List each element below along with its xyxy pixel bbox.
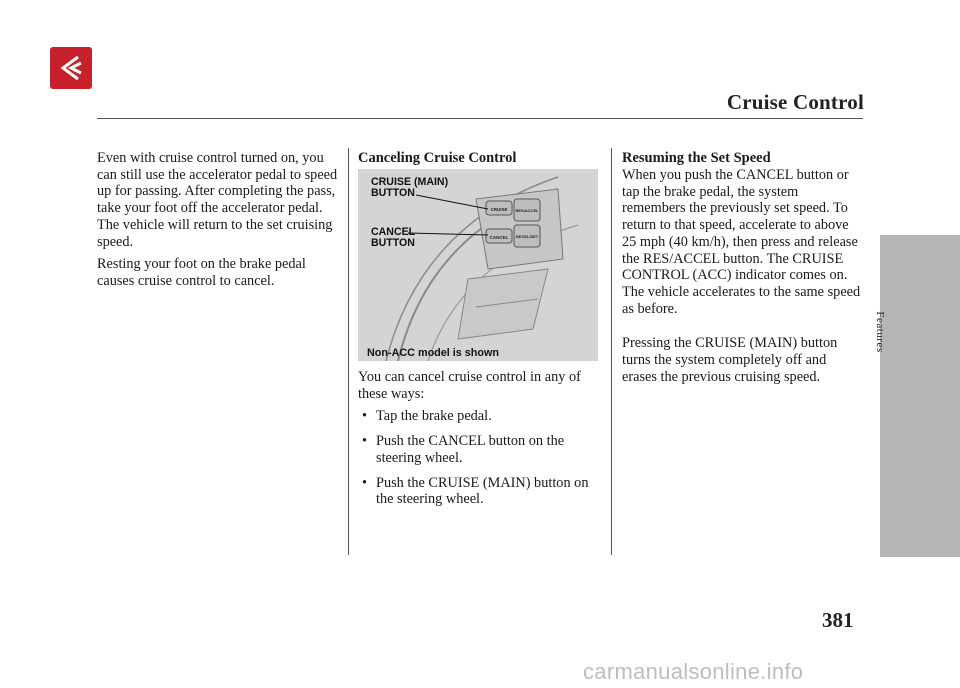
cancel-methods-list (358, 408, 603, 508)
paragraph: Even with cruise control turned on, you can still use the accelerator pedal to speed up for passing. After completing the pass, take your foot off the accelerator pedal. The vehicle will return to the set cruising speed. (97, 150, 338, 250)
list-item: • Tap the brake pedal. (358, 408, 603, 425)
back-button[interactable] (50, 47, 92, 89)
cruise-button-text: CRUISE (490, 207, 508, 212)
paragraph: You can cancel cruise control in any of these ways: (358, 369, 581, 402)
header-rule (97, 118, 863, 119)
section-heading: Canceling Cruise Control (358, 150, 517, 166)
section-tab-label: Features (874, 311, 886, 353)
column-divider-1 (348, 148, 349, 555)
cruise-button-label: CRUISE (MAIN) BUTTON (371, 176, 449, 199)
back-arrow-icon (50, 47, 92, 89)
figure-caption: Non-ACC model is shown (367, 347, 499, 359)
list-item: • Push the CANCEL button on the steering wheel. (358, 433, 603, 466)
column-1 (97, 150, 342, 296)
paragraph: When you push the CANCEL button or tap the brake pedal, the system remembers the previously set speed. To return to that speed, accelerate to above 25 mph (40 km/h), then press and release the RES/ACCEL button. The CRUISE CONTROL (ACC) indicator comes on. The vehicle accelerates to the same speed as before. (622, 167, 861, 317)
paragraph: Resting your foot on the brake pedal causes cruise control to cancel. (97, 256, 306, 289)
column-divider-2 (611, 148, 612, 555)
page-title: Cruise Control (726, 90, 864, 114)
column-3 (622, 150, 864, 391)
paragraph: Pressing the CRUISE (MAIN) button turns the system completely off and erases the previous cruising speed. (622, 335, 838, 385)
set-button-text: DECEL/SET (515, 234, 539, 239)
page-number: 381 (822, 608, 854, 632)
section-tab[interactable] (880, 235, 960, 557)
column-2 (358, 150, 603, 516)
list-item: • Push the CRUISE (MAIN) button on the steering wheel. (358, 475, 603, 508)
steering-wheel-figure (358, 169, 598, 361)
cancel-button-text: CANCEL (489, 235, 509, 240)
watermark: carmanualsonline.info (583, 659, 804, 684)
section-heading: Resuming the Set Speed (622, 150, 771, 166)
cancel-button-label: CANCEL BUTTON (371, 226, 416, 249)
res-button-text: RES/ACCEL (515, 208, 539, 213)
